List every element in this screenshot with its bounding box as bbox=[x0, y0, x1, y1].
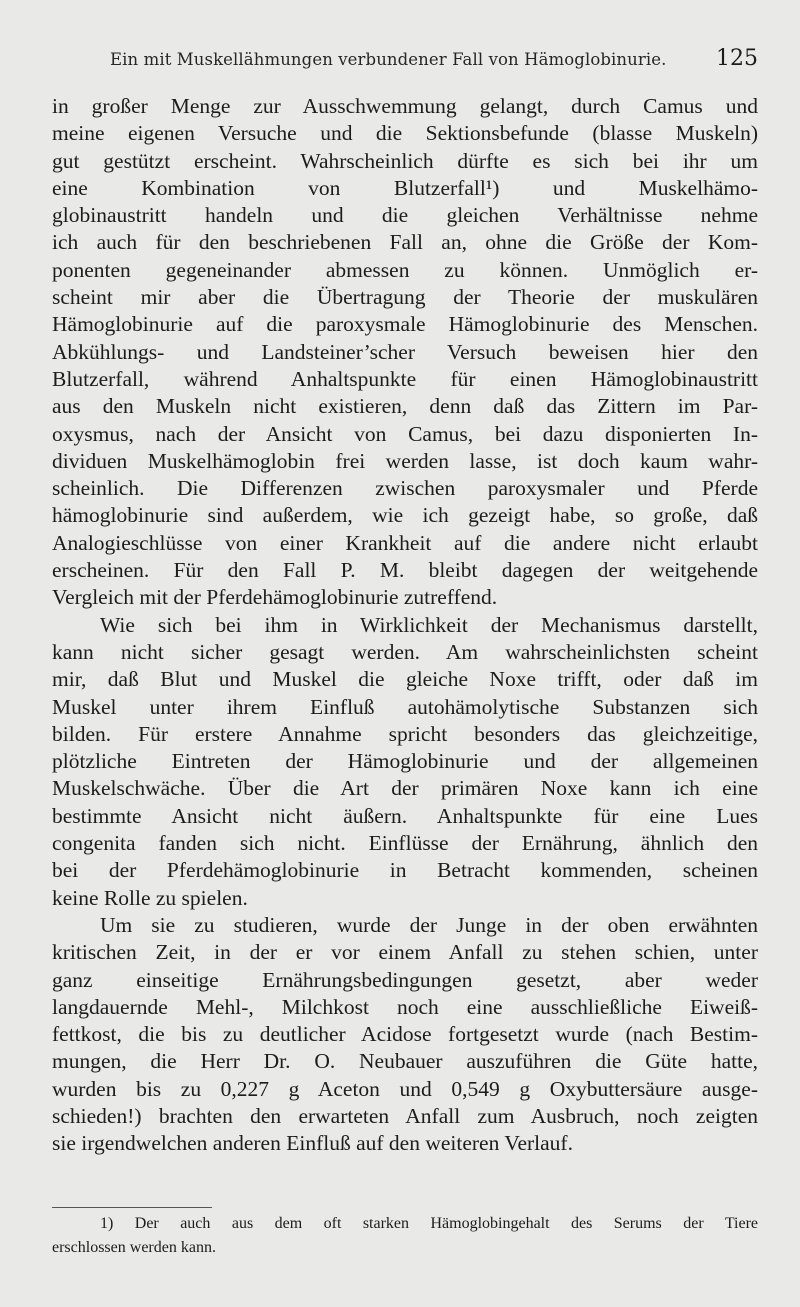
text-line: hämoglobinurie sind außerdem, wie ich gezeigt habe, so große, daß bbox=[52, 503, 758, 528]
text-line: aus den Muskeln nicht existieren, denn daß das Zittern im Par- bbox=[52, 394, 758, 419]
text-line: Muskelschwäche. Über die Art der primären Noxe kann ich eine bbox=[52, 776, 758, 801]
text-line: globinaustritt handeln und die gleichen Verhältnisse nehme bbox=[52, 203, 758, 228]
footnote bbox=[52, 1212, 758, 1260]
text-line: wurden bis zu 0,227 g Aceton und 0,549 g Oxybuttersäure ausge- bbox=[52, 1076, 758, 1101]
page-number: 125 bbox=[716, 46, 758, 71]
text-line: bestimmte Ansicht nicht äußern. Anhaltspunkte für eine Lues bbox=[52, 803, 758, 828]
text-line: mungen, die Herr Dr. O. Neubauer auszuführen die Güte hatte, bbox=[52, 1049, 758, 1074]
text-line: mir, daß Blut und Muskel die gleiche Noxe trifft, oder daß im bbox=[52, 667, 758, 692]
text-line: schieden!) brachten den erwarteten Anfall zum Ausbruch, noch zeigten bbox=[52, 1103, 758, 1128]
text-line: erscheinen. Für den Fall P. M. bleibt dagegen der weitgehende bbox=[52, 558, 758, 583]
text-line: in großer Menge zur Ausschwemmung gelangt, durch Camus und bbox=[52, 94, 758, 118]
text-line: Muskel unter ihrem Einfluß autohämolytische Substanzen sich bbox=[52, 694, 758, 719]
text-line: keine Rolle zu spielen. bbox=[52, 885, 248, 910]
text-line: kann nicht sicher gesagt werden. Am wahrscheinlichsten scheint bbox=[52, 639, 758, 664]
text-line: langdauernde Mehl-, Milchkost noch eine ausschließliche Eiweiß- bbox=[52, 994, 758, 1019]
text-line: congenita fanden sich nicht. Einflüsse der Ernährung, ähnlich den bbox=[52, 831, 758, 856]
text-line: Blutzerfall, während Anhaltspunkte für einen Hämoglobinaustritt bbox=[52, 366, 758, 391]
text-line: kritischen Zeit, in der er vor einem Anfall zu stehen schien, unter bbox=[52, 940, 758, 965]
text-line: Abkühlungs- und Landsteiner’scher Versuch beweisen hier den bbox=[52, 339, 758, 364]
text-line: fettkost, die bis zu deutlicher Acidose fortgesetzt wurde (nach Bestim- bbox=[52, 1022, 758, 1047]
text-line: oxysmus, nach der Ansicht von Camus, bei dazu disponierten In- bbox=[52, 421, 758, 446]
text-line: meine eigenen Versuche und die Sektionsbefunde (blasse Muskeln) bbox=[52, 121, 758, 146]
text-line: scheinlich. Die Differenzen zwischen paroxysmaler und Pferde bbox=[52, 476, 758, 501]
text-line: Wie sich bei ihm in Wirklichkeit der Mechanismus darstellt, bbox=[100, 612, 758, 637]
text-line: bilden. Für erstere Annahme spricht besonders das gleichzeitige, bbox=[52, 721, 758, 746]
text-line: Um sie zu studieren, wurde der Junge in der oben erwähnten bbox=[100, 912, 758, 937]
text-line: gut gestützt erscheint. Wahrscheinlich dürfte es sich bei ihr um bbox=[52, 148, 758, 173]
text-line: sie irgendwelchen anderen Einfluß auf den weiteren Verlauf. bbox=[52, 1131, 573, 1156]
text-line: bei der Pferdehämoglobinurie in Betracht kommenden, scheinen bbox=[52, 858, 758, 883]
text-line: Vergleich mit der Pferdehämoglobinurie zutreffend. bbox=[52, 585, 498, 610]
text-line: scheint mir aber die Übertragung der Theorie der muskulären bbox=[52, 285, 758, 310]
text-line: eine Kombination von Blutzerfall¹) und Muskelhämo- bbox=[52, 175, 758, 200]
text-line: ich auch für den beschriebenen Fall an, ohne die Größe der Kom- bbox=[52, 230, 758, 255]
text-line: Analogieschlüsse von einer Krankheit auf die andere nicht erlaubt bbox=[52, 530, 758, 555]
footnote-divider bbox=[52, 1207, 212, 1208]
footnote-line: 1) Der auch aus dem oft starken Hämoglobingehalt des Serums der Tiere bbox=[100, 1215, 758, 1232]
text-line: ganz einseitige Ernährungsbedingungen gesetzt, aber weder bbox=[52, 967, 758, 992]
text-line: ponenten gegeneinander abmessen zu können. Unmöglich er- bbox=[52, 257, 758, 282]
text-line: plötzliche Eintreten der Hämoglobinurie und der allgemeinen bbox=[52, 749, 758, 774]
footnote-line: erschlossen werden kann. bbox=[52, 1239, 216, 1256]
body-text bbox=[52, 93, 758, 1158]
running-header bbox=[52, 46, 758, 78]
running-title: Ein mit Muskellähmungen verbundener Fall von Hämoglobinurie. bbox=[110, 50, 667, 69]
text-line: Hämoglobinurie auf die paroxysmale Hämoglobinurie des Menschen. bbox=[52, 312, 758, 337]
text-line: dividuen Muskelhämoglobin frei werden lasse, ist doch kaum wahr- bbox=[52, 448, 758, 473]
